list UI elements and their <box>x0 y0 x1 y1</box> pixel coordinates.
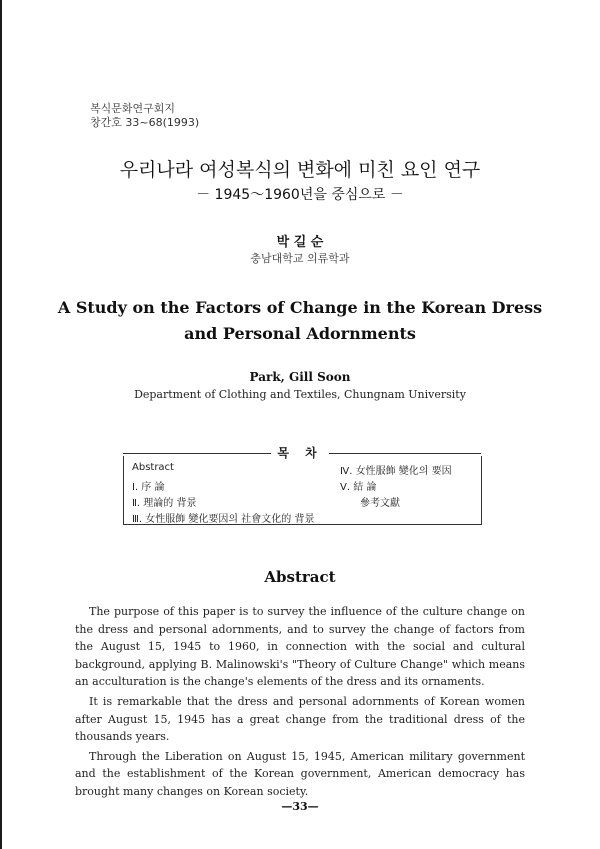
toc-item: Ⅱ. 理論的 背景 <box>132 498 197 509</box>
english-title <box>0 295 600 347</box>
abstract-paragraph: The purpose of this paper is to survey the influence of the culture change on the dress and personal adornments, and to survey the change of factors from the August 15, 1945 to 1960, in connection with the social and cultural background, applying B. Malinowski's "Theory of Culture Change" which means an acculturation is the change's elements of the dress and its ornaments. <box>75 605 525 689</box>
toc-item: Ⅳ. 女性服飾 變化의 要因 <box>340 466 452 477</box>
toc-item: Abstract <box>132 462 174 473</box>
toc-heading: 목 차 <box>277 446 323 460</box>
abstract-body <box>75 603 525 803</box>
journal-info <box>90 102 199 130</box>
toc-item: Ⅲ. 女性服飾 變化要因의 社會文化的 背景 <box>132 514 315 525</box>
korean-subtitle: － 1945～1960년을 중심으로 － <box>196 187 404 203</box>
korean-author: 박 길 순 <box>276 235 324 250</box>
english-title-line2: and Personal Adornments <box>184 324 416 343</box>
english-author: Park, Gill Soon <box>249 370 351 384</box>
page-left-border <box>0 0 2 849</box>
journal-name: 복식문화연구회지 <box>90 102 176 115</box>
abstract-paragraph: It is remarkable that the dress and personal adornments of Korean women after August 15, 1945 has a great change from the traditional dress of the thousands years. <box>75 694 525 744</box>
abstract-paragraph: Through the Liberation on August 15, 1945, American military government and the establishment of the Korean government, American democracy has brought many changes on Korean society. <box>75 749 525 798</box>
toc-item: Ⅴ. 結 論 <box>340 482 377 493</box>
abstract-heading: Abstract <box>264 568 336 586</box>
journal-issue: 창간호 33~68(1993) <box>90 116 200 129</box>
english-title-line1: A Study on the Factors of Change in the Korean Dress <box>57 298 543 317</box>
page-number: —33— <box>281 800 319 813</box>
korean-affiliation: 충남대학교 의류학과 <box>250 252 350 265</box>
english-affiliation: Department of Clothing and Textiles, Chungnam University <box>134 388 466 401</box>
toc-item: 參考文獻 <box>360 498 400 509</box>
korean-title: 우리나라 여성복식의 변화에 미친 요인 연구 <box>119 159 481 181</box>
toc-item: Ⅰ. 序 論 <box>132 482 165 493</box>
